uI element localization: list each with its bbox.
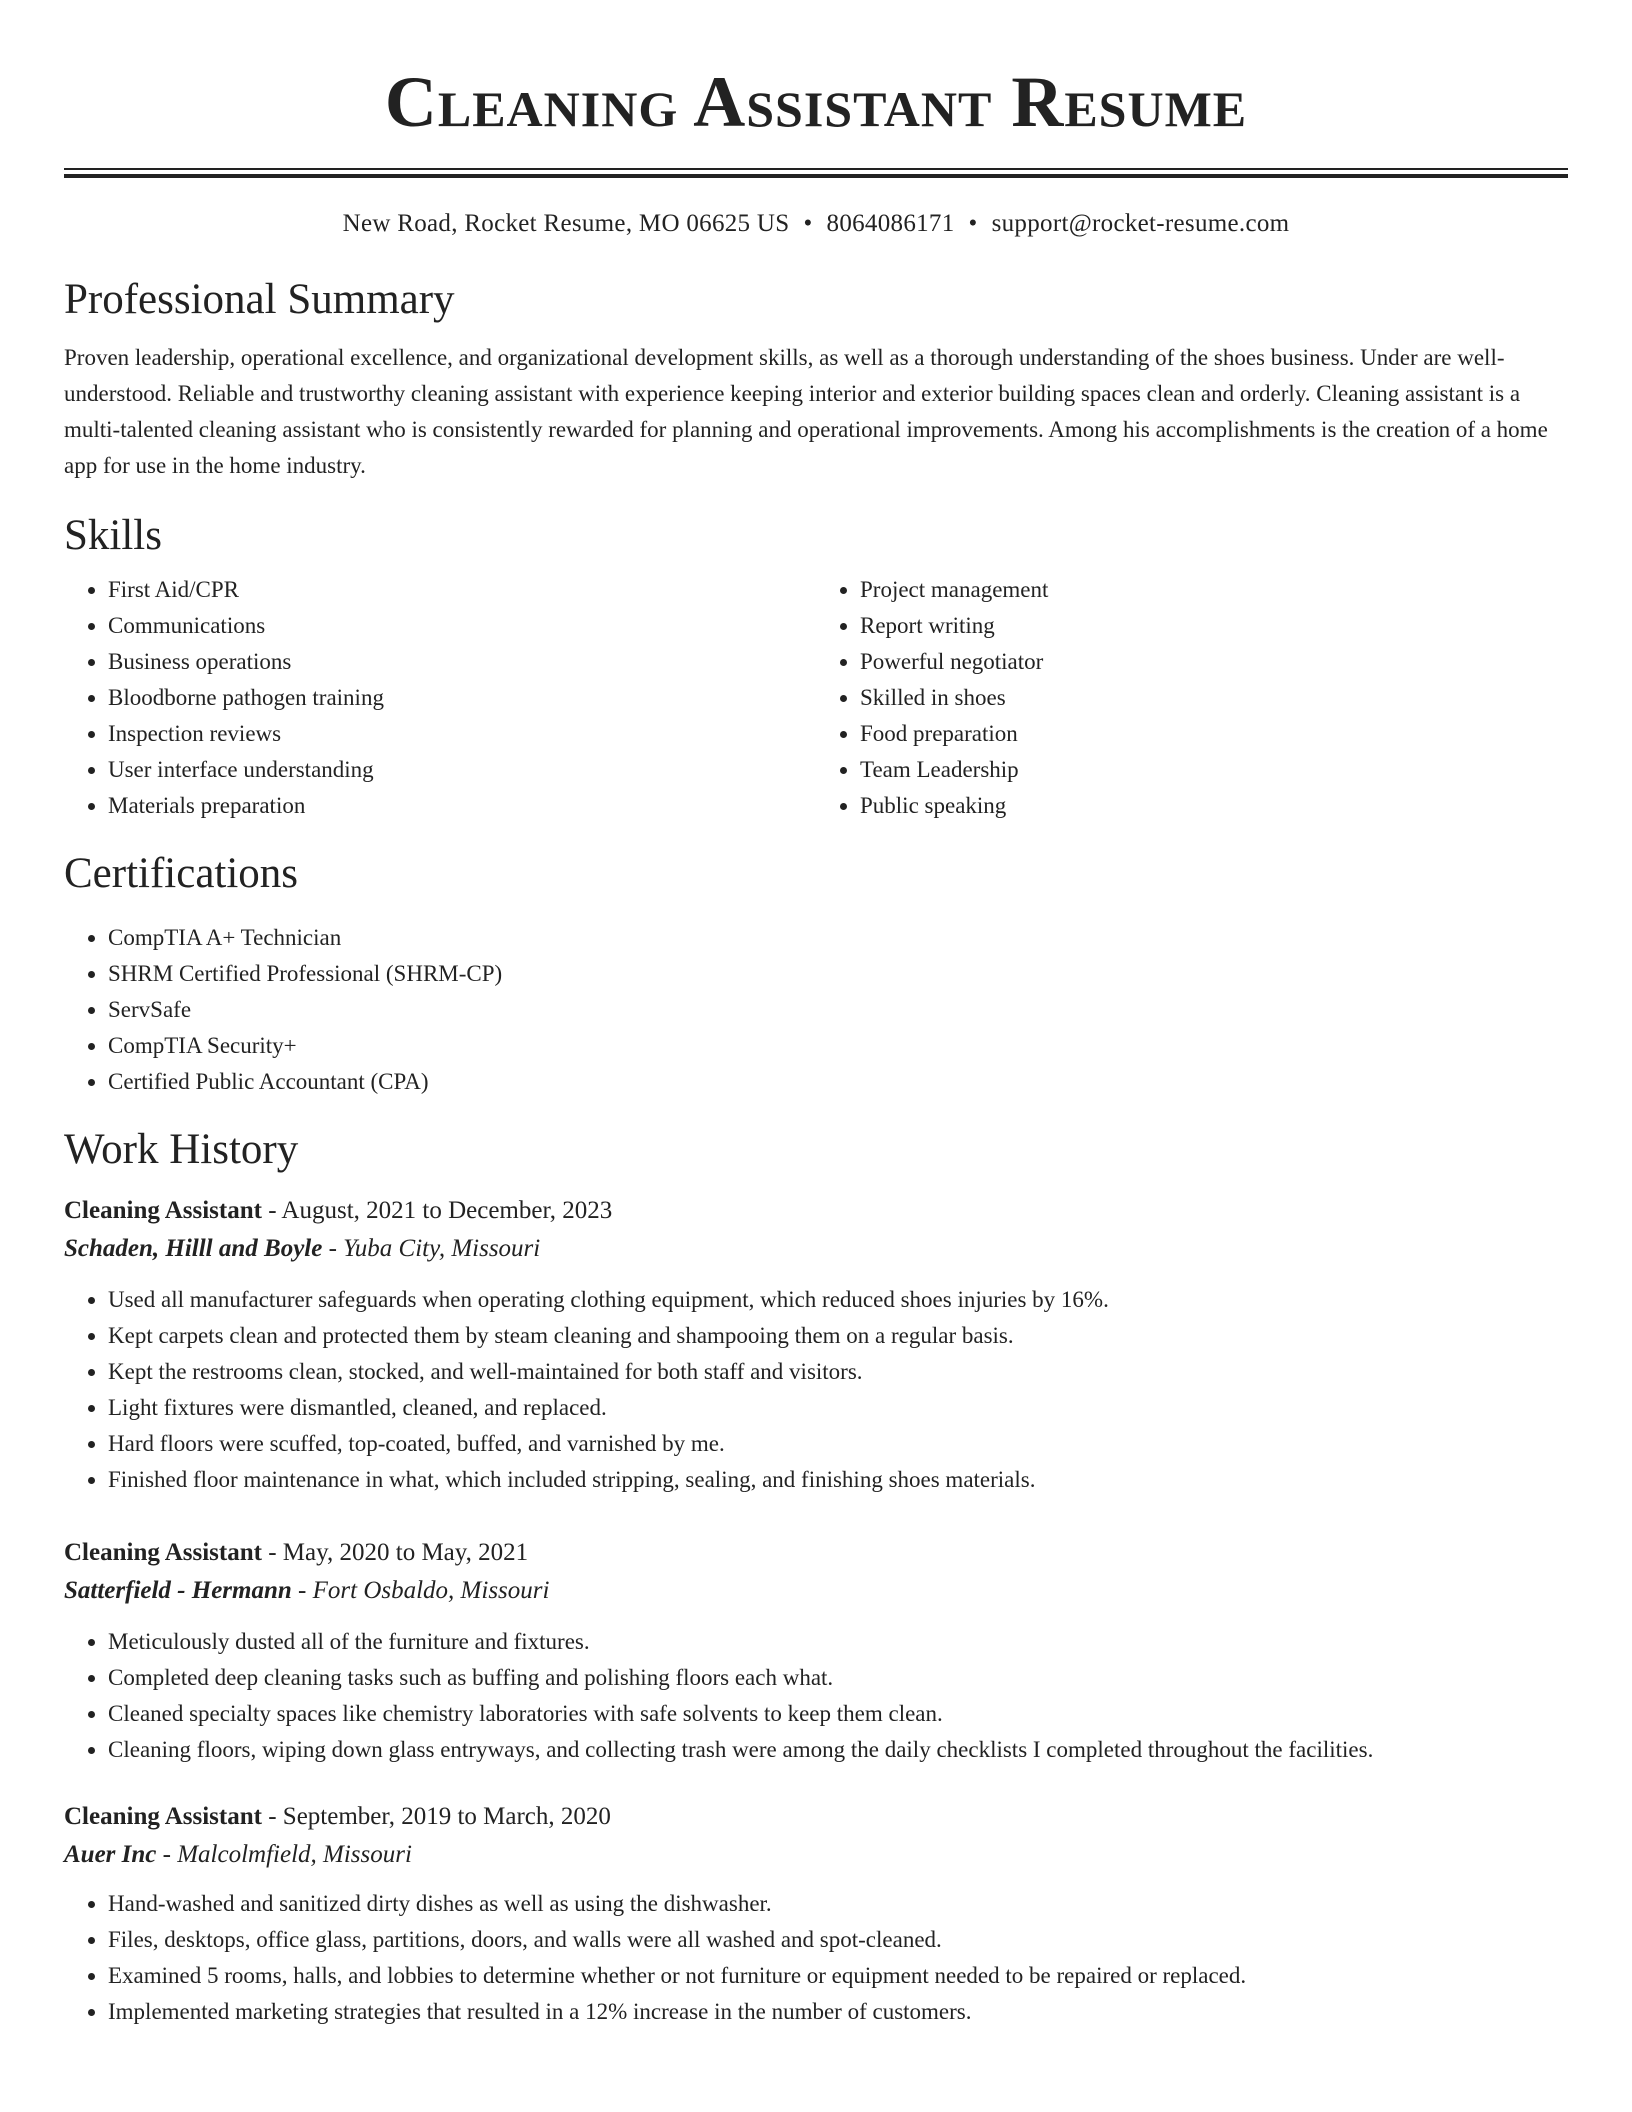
- job-bullets: [64, 1886, 1568, 2030]
- job-company-line: [64, 1572, 1568, 1610]
- job-bullet: • Hard floors were scuffed, top-coated, buffed, and varnished by me.: [108, 1426, 1568, 1462]
- job-bullet: • Examined 5 rooms, halls, and lobbies to determine whether or not furniture or equipment needed to be repaired or replaced.: [108, 1958, 1568, 1994]
- contact-separator: •: [803, 210, 813, 237]
- summary-section: [64, 274, 1568, 484]
- skill-item: • Inspection reviews: [108, 716, 816, 752]
- job-bullet: • Meticulously dusted all of the furniture and fixtures.: [108, 1624, 1568, 1660]
- summary-text: Proven leadership, operational excellence, and organizational development skills, as well as a thorough understanding of the shoes business. Under are well-understood. Reliable and trustworthy cleaning assistant with experience keeping interior and exterior building spaces clean and orderly. Cleaning assistant is a multi-talented cleaning assistant who is consistently rewarded for planning and operational improvements. Among his accomplishments is the creation of a home app for use in the home industry.: [64, 345, 1548, 478]
- skills-columns: [64, 572, 1568, 824]
- skill-item: • Skilled in shoes: [860, 680, 1568, 716]
- job-company: Satterfield - Hermann: [64, 1577, 292, 1604]
- job-bullet: • Cleaned specialty spaces like chemistry laboratories with safe solvents to keep them clean.: [108, 1696, 1568, 1732]
- skill-item: • Materials preparation: [108, 788, 816, 824]
- job-entry: [64, 1798, 1568, 2030]
- skill-item: • Food preparation: [860, 716, 1568, 752]
- skill-item: • Team Leadership: [860, 752, 1568, 788]
- skill-item: • User interface understanding: [108, 752, 816, 788]
- work-history-section: [64, 1124, 1568, 2030]
- certifications-heading: Certifications: [64, 850, 299, 897]
- skill-item: • Business operations: [108, 644, 816, 680]
- job-bullet: • Used all manufacturer safeguards when operating clothing equipment, which reduced shoes injuries by 16%.: [108, 1282, 1568, 1318]
- skill-item: • Public speaking: [860, 788, 1568, 824]
- job-bullet: • Light fixtures were dismantled, cleaned, and replaced.: [108, 1390, 1568, 1426]
- summary-heading: Professional Summary: [64, 276, 455, 323]
- contact-phone: 8064086171: [826, 210, 955, 237]
- resume-title: Cleaning Assistant Resume: [384, 62, 1248, 142]
- job-title: Cleaning Assistant: [64, 1539, 262, 1566]
- skills-heading: Skills: [64, 512, 162, 559]
- job-title: Cleaning Assistant: [64, 1803, 262, 1830]
- job-bullet: • Hand-washed and sanitized dirty dishes as well as using the dishwasher.: [108, 1886, 1568, 1922]
- certification-item: • Certified Public Accountant (CPA): [108, 1064, 1568, 1100]
- job-location: - Yuba City, Missouri: [322, 1235, 541, 1262]
- job-title-line: [64, 1798, 1568, 1836]
- job-location: - Malcolmfield, Missouri: [156, 1841, 412, 1868]
- job-bullet: • Completed deep cleaning tasks such as buffing and polishing floors each what.: [108, 1660, 1568, 1696]
- job-company: Schaden, Hilll and Boyle: [64, 1235, 323, 1262]
- job-entry: [64, 1192, 1568, 1498]
- job-company: Auer Inc: [64, 1841, 157, 1868]
- job-dates: - August, 2021 to December, 2023: [261, 1197, 613, 1224]
- contact-address: New Road, Rocket Resume, MO 06625 US: [342, 210, 790, 237]
- job-title-line: [64, 1192, 1568, 1230]
- title-divider: [64, 168, 1568, 178]
- job-company-line: [64, 1836, 1568, 1874]
- skills-list-left: [64, 572, 816, 824]
- job-bullet: • Finished floor maintenance in what, which included stripping, sealing, and finishing shoes materials.: [108, 1462, 1568, 1498]
- job-bullets: [64, 1282, 1568, 1498]
- certification-item: • SHRM Certified Professional (SHRM-CP): [108, 956, 1568, 992]
- job-bullet: • Implemented marketing strategies that resulted in a 12% increase in the number of customers.: [108, 1994, 1568, 2030]
- skill-item: • Powerful negotiator: [860, 644, 1568, 680]
- contact-line: [64, 208, 1568, 240]
- job-bullet: • Kept carpets clean and protected them by steam cleaning and shampooing them on a regular basis.: [108, 1318, 1568, 1354]
- skills-list-right: [816, 572, 1568, 824]
- job-company-line: [64, 1230, 1568, 1268]
- skill-item: • Project management: [860, 572, 1568, 608]
- certification-item: • CompTIA A+ Technician: [108, 920, 1568, 956]
- job-bullets: [64, 1624, 1568, 1768]
- skills-section: [64, 510, 1568, 824]
- certification-item: • ServSafe: [108, 992, 1568, 1028]
- contact-separator: •: [968, 210, 978, 237]
- job-dates: - May, 2020 to May, 2021: [261, 1539, 529, 1566]
- job-title: Cleaning Assistant: [64, 1197, 262, 1224]
- work-history-heading: Work History: [64, 1126, 299, 1173]
- certifications-section: [64, 848, 1568, 1100]
- job-bullet: • Files, desktops, office glass, partitions, doors, and walls were all washed and spot-cleaned.: [108, 1922, 1568, 1958]
- skill-item: • Communications: [108, 608, 816, 644]
- job-bullet: • Kept the restrooms clean, stocked, and well-maintained for both staff and visitors.: [108, 1354, 1568, 1390]
- certifications-list: [64, 920, 1568, 1100]
- job-title-line: [64, 1534, 1568, 1572]
- skill-item: • Bloodborne pathogen training: [108, 680, 816, 716]
- job-bullet: • Cleaning floors, wiping down glass entryways, and collecting trash were among the daily checklists I completed throughout the facilities.: [108, 1732, 1568, 1768]
- skill-item: • First Aid/CPR: [108, 572, 816, 608]
- job-dates: - September, 2019 to March, 2020: [261, 1803, 611, 1830]
- contact-email[interactable]: support@rocket-resume.com: [991, 210, 1290, 237]
- skill-item: • Report writing: [860, 608, 1568, 644]
- job-entry: [64, 1534, 1568, 1768]
- certification-item: • CompTIA Security+: [108, 1028, 1568, 1064]
- job-location: - Fort Osbaldo, Missouri: [291, 1577, 550, 1604]
